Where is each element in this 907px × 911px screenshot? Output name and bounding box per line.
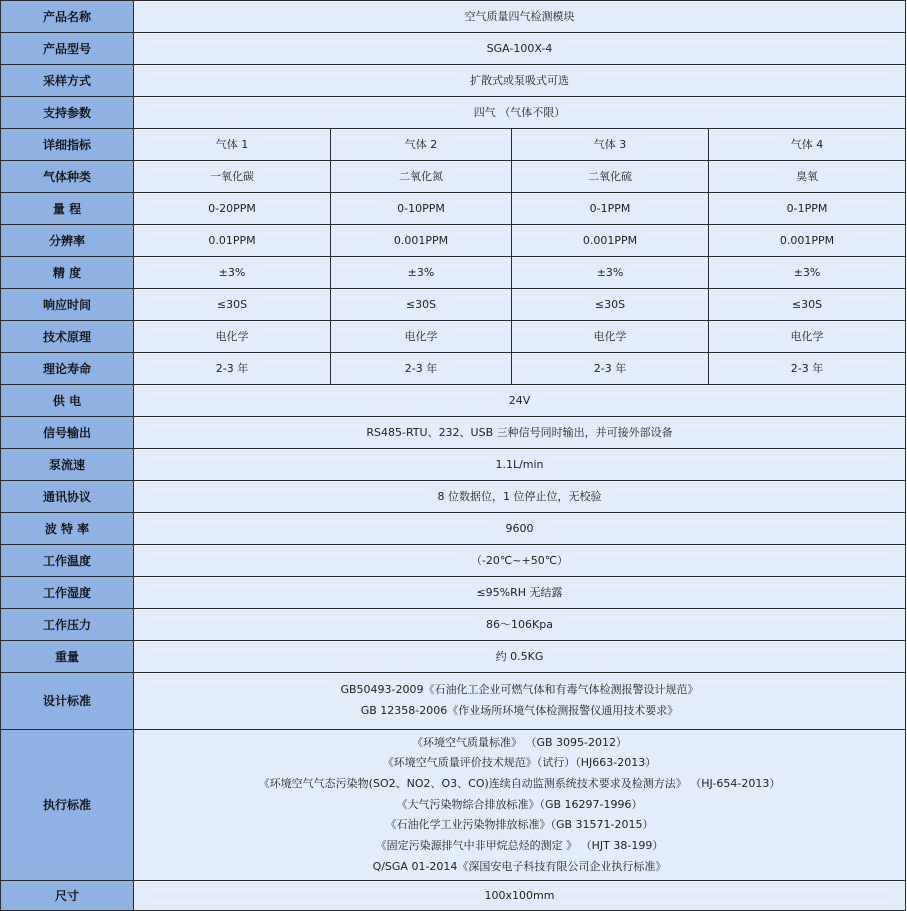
row-label: 尺寸	[1, 881, 134, 911]
row-detail	[1, 129, 906, 161]
row-protocol	[1, 481, 906, 513]
row-label: 工作温度	[1, 545, 134, 577]
row-value: 约 0.5KG	[134, 641, 906, 673]
row-value: 24V	[134, 385, 906, 417]
cell-gas-4: ±3%	[709, 257, 906, 289]
row-label: 设计标准	[1, 673, 134, 730]
cell-gas-3: 二氧化硫	[512, 161, 709, 193]
row-value: 86～106Kpa	[134, 609, 906, 641]
cell-gas-2: 电化学	[331, 321, 512, 353]
cell-gas-3: 0.001PPM	[512, 225, 709, 257]
row-label: 执行标准	[1, 730, 134, 881]
row-range	[1, 193, 906, 225]
cell-gas-4: 气体 4	[709, 129, 906, 161]
row-label: 响应时间	[1, 289, 134, 321]
design-standard-list	[134, 673, 906, 730]
row-params	[1, 97, 906, 129]
cell-gas-4: 0.001PPM	[709, 225, 906, 257]
cell-gas-2: 二氧化氮	[331, 161, 512, 193]
row-label: 理论寿命	[1, 353, 134, 385]
row-design-standard	[1, 673, 906, 730]
row-label: 工作压力	[1, 609, 134, 641]
row-lifetime	[1, 353, 906, 385]
cell-gas-4: 0-1PPM	[709, 193, 906, 225]
row-product-name	[1, 1, 906, 33]
standard-line: 《环境空气质量标准》 （GB 3095-2012）	[411, 735, 628, 749]
cell-gas-2: ≤30S	[331, 289, 512, 321]
row-label: 详细指标	[1, 129, 134, 161]
cell-gas-3: ≤30S	[512, 289, 709, 321]
row-model	[1, 33, 906, 65]
cell-gas-4: 电化学	[709, 321, 906, 353]
standard-line: 《环境空气气态污染物(SO2、NO2、O3、CO)连续自动监测系统技术要求及检测方法》 （HJ-654-2013）	[258, 776, 781, 790]
standard-line: GB50493-2009《石油化工企业可燃气体和有毒气体检测报警设计规范》	[340, 683, 699, 697]
row-label: 采样方式	[1, 65, 134, 97]
row-label: 技术原理	[1, 321, 134, 353]
row-humidity	[1, 577, 906, 609]
row-exec-standard	[1, 730, 906, 881]
row-signal	[1, 417, 906, 449]
row-label: 产品名称	[1, 1, 134, 33]
row-value: 四气 （气体不限）	[134, 97, 906, 129]
cell-gas-4: 臭氧	[709, 161, 906, 193]
row-label: 量 程	[1, 193, 134, 225]
row-label: 通讯协议	[1, 481, 134, 513]
cell-gas-1: 一氧化碳	[134, 161, 331, 193]
row-temp	[1, 545, 906, 577]
cell-gas-3: 气体 3	[512, 129, 709, 161]
row-gas-type	[1, 161, 906, 193]
cell-gas-2: 0-10PPM	[331, 193, 512, 225]
row-accuracy	[1, 257, 906, 289]
cell-gas-2: 0.001PPM	[331, 225, 512, 257]
row-label: 产品型号	[1, 33, 134, 65]
cell-gas-3: 2-3 年	[512, 353, 709, 385]
row-sampling	[1, 65, 906, 97]
row-label: 重量	[1, 641, 134, 673]
row-label: 气体种类	[1, 161, 134, 193]
cell-gas-1: 0-20PPM	[134, 193, 331, 225]
row-pressure	[1, 609, 906, 641]
standard-line: 《固定污染源排气中非甲烷总烃的测定 》 （HJT 38-199）	[375, 839, 664, 853]
row-weight	[1, 641, 906, 673]
cell-gas-2: 2-3 年	[331, 353, 512, 385]
cell-gas-3: 电化学	[512, 321, 709, 353]
row-label: 供 电	[1, 385, 134, 417]
cell-gas-2: 气体 2	[331, 129, 512, 161]
cell-gas-1: ≤30S	[134, 289, 331, 321]
row-size	[1, 881, 906, 911]
standard-line: 《石油化学工业污染物排放标准》（GB 31571-2015）	[385, 818, 654, 832]
row-label: 分辨率	[1, 225, 134, 257]
row-label: 工作湿度	[1, 577, 134, 609]
cell-gas-4: ≤30S	[709, 289, 906, 321]
cell-gas-1: 电化学	[134, 321, 331, 353]
row-principle	[1, 321, 906, 353]
standard-line: 《大气污染物综合排放标准》（GB 16297-1996）	[396, 797, 643, 811]
standard-line: Q/SGA 01-2014《深国安电子科技有限公司企业执行标准》	[372, 859, 667, 873]
standard-line: 《环境空气质量评价技术规范》（试行）（HJ663-2013）	[382, 756, 657, 770]
row-value: 1.1L/min	[134, 449, 906, 481]
row-label: 泵流速	[1, 449, 134, 481]
row-label: 支持参数	[1, 97, 134, 129]
row-value: （-20℃~+50℃）	[134, 545, 906, 577]
cell-gas-3: 0-1PPM	[512, 193, 709, 225]
row-response	[1, 289, 906, 321]
row-value: RS485-RTU、232、USB 三种信号同时输出，并可接外部设备	[134, 417, 906, 449]
cell-gas-1: 2-3 年	[134, 353, 331, 385]
row-power	[1, 385, 906, 417]
cell-gas-4: 2-3 年	[709, 353, 906, 385]
cell-gas-1: 0.01PPM	[134, 225, 331, 257]
row-label: 精 度	[1, 257, 134, 289]
row-value: 9600	[134, 513, 906, 545]
row-value: 100x100mm	[134, 881, 906, 911]
cell-gas-2: ±3%	[331, 257, 512, 289]
row-resolution	[1, 225, 906, 257]
exec-standard-list	[134, 730, 906, 881]
row-value: 扩散式或泵吸式可选	[134, 65, 906, 97]
cell-gas-3: ±3%	[512, 257, 709, 289]
cell-gas-1: ±3%	[134, 257, 331, 289]
standard-line: GB 12358-2006《作业场所环境气体检测报警仪通用技术要求》	[360, 704, 679, 717]
row-label: 波 特 率	[1, 513, 134, 545]
row-label: 信号输出	[1, 417, 134, 449]
cell-gas-1: 气体 1	[134, 129, 331, 161]
row-baud	[1, 513, 906, 545]
row-value: ≤95%RH 无结露	[134, 577, 906, 609]
row-pump	[1, 449, 906, 481]
row-value: 空气质量四气检测模块	[134, 1, 906, 33]
row-value: SGA-100X-4	[134, 33, 906, 65]
row-value: 8 位数据位，1 位停止位，无校验	[134, 481, 906, 513]
